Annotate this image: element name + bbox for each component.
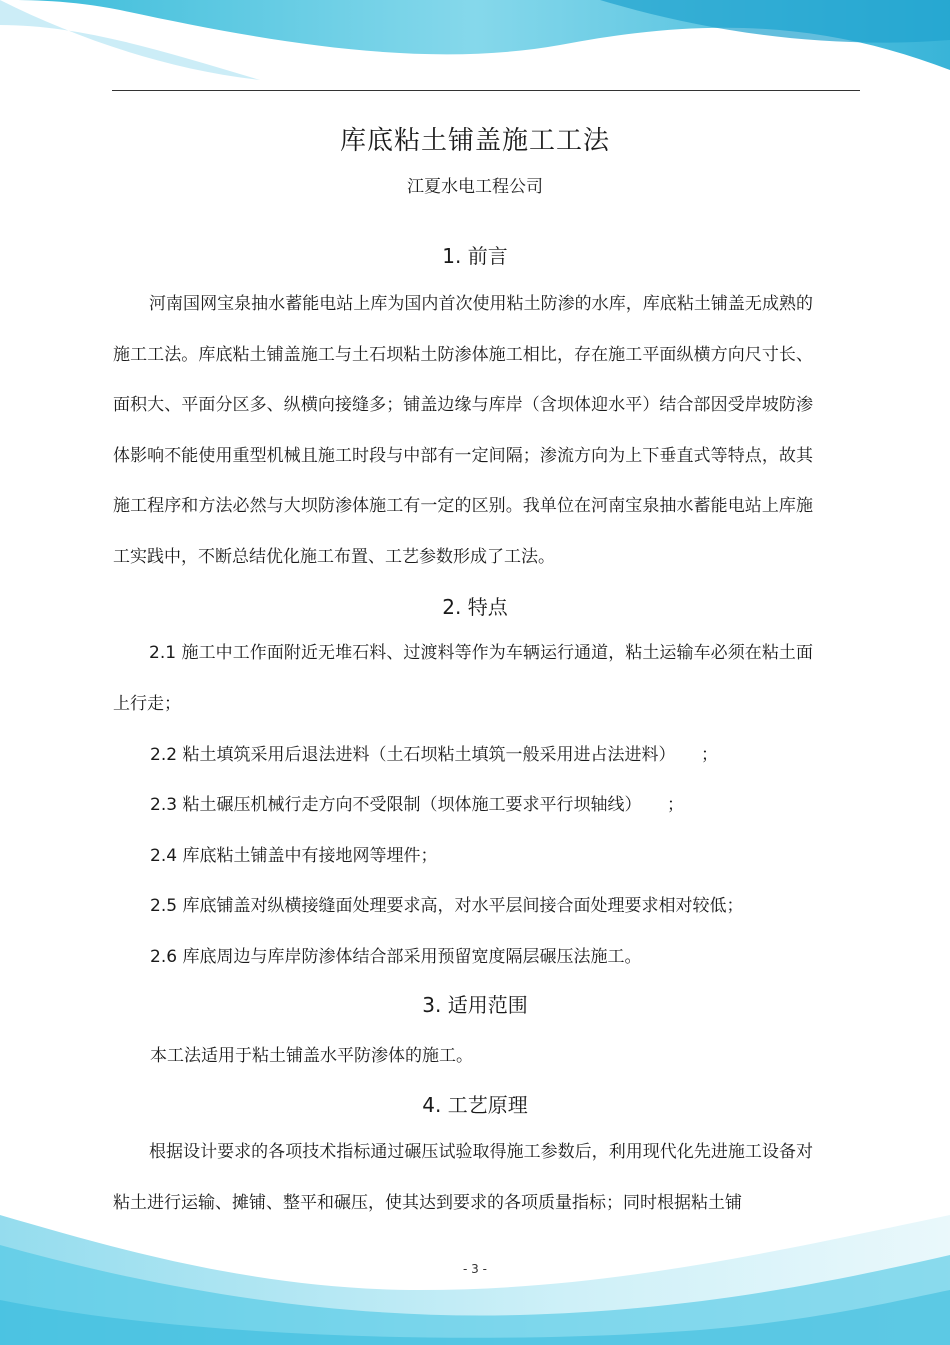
section-paragraph-1: 河南国网宝泉抽水蓄能电站上库为国内首次使用粘土防渗的水库，库底粘土铺盖无成熟的施工工法。库底粘土铺盖施工与土石坝粘土防渗体施工相比，存在施工平面纵横方向尺寸长、面积大、平面分区多、纵横向接缝多；铺盖边缘与库岸（含坝体迎水平）结合部因受岸坡防渗体影响不能使用重型机械且施工时段与中部有一定间隔；渗流方向为上下垂直式等特点，故其施工程序和方法必然与大坝防渗体施工有一定的区别。我单位在河南宝泉抽水蓄能电站上库施工实践中，不断总结优化施工布置、工艺参数形成了工法。 [113, 294, 813, 567]
feature-item-2-2: 2.2 粘土填筑采用后退法进料（土石坝粘土填筑一般采用进占法进料） ； [150, 745, 718, 765]
section-heading-4: 4. 工艺原理 [422, 1093, 528, 1117]
feature-item-2-6: 2.6 库底周边与库岸防渗体结合部采用预留宽度隔层碾压法施工。 [150, 947, 642, 967]
company-name: 江夏水电工程公司 [407, 177, 543, 197]
section-paragraph-4: 根据设计要求的各项技术指标通过碾压试验取得施工参数后，利用现代化先进施工设备对粘土进行运输、摊铺、整平和碾压，使其达到要求的各项质量指标；同时根据粘土铺 [113, 1142, 813, 1213]
feature-item-2-3: 2.3 粘土碾压机械行走方向不受限制（坝体施工要求平行坝轴线） ； [150, 795, 684, 815]
section-paragraph-3: 本工法适用于粘土铺盖水平防渗体的施工。 [150, 1046, 473, 1066]
section-heading-3: 3. 适用范围 [422, 993, 528, 1017]
feature-item-2-1: 2.1 施工中工作面附近无堆石料、过渡料等作为车辆运行通道，粘土运输车必须在粘土面上行走； [113, 643, 813, 714]
document-title: 库底粘土铺盖施工工法 [339, 126, 610, 156]
page-number: - 3 - [463, 1262, 487, 1276]
section-heading-2: 2. 特点 [442, 595, 508, 619]
feature-item-2-5: 2.5 库底铺盖对纵横接缝面处理要求高，对水平层间接合面处理要求相对较低； [150, 896, 744, 916]
feature-item-2-4: 2.4 库底粘土铺盖中有接地网等埋件； [150, 846, 438, 866]
section-heading-1: 1. 前言 [442, 244, 508, 268]
header-rule [112, 90, 860, 91]
